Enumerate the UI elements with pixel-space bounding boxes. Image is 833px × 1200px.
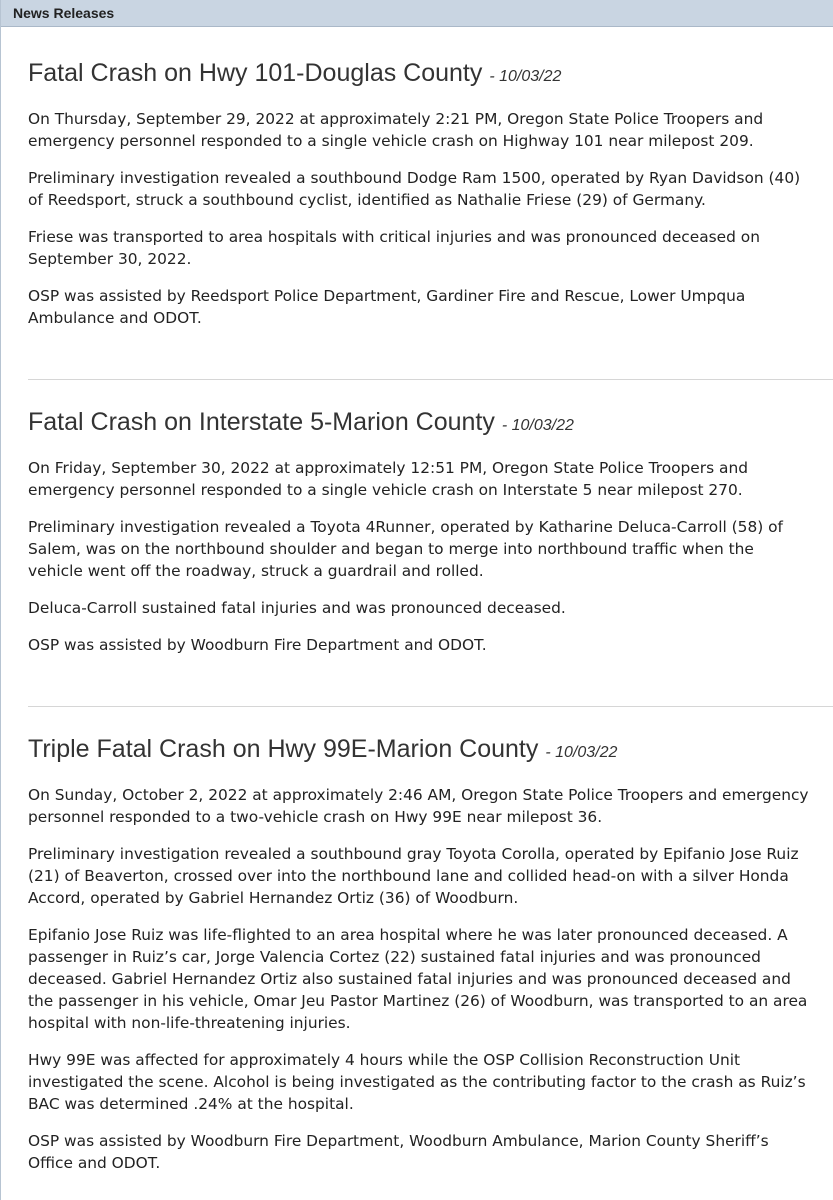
release-title-text[interactable]: Triple Fatal Crash on Hwy 99E-Marion County [28,735,539,763]
news-release [1,58,833,329]
release-date: - 10/03/22 [489,68,562,85]
release-paragraph: OSP was assisted by Woodburn Fire Department and ODOT. [28,636,487,654]
panel-title: News Releases [13,5,115,21]
release-paragraph: Epifanio Jose Ruiz was life-flighted to an area hospital where he was later pronounced deceased. A passenger in Ruiz’s car, Jorge Valencia Cortez (22) sustained fatal injuries and was pronounced deceased. Gabriel Hernandez Ortiz also sustained fatal injuries and was pronounced deceased and the passenger in his vehicle, Omar Jeu Pastor Martinez (26) of Woodburn, was transported to an area hospital with non-life-threatening injuries. [28,926,808,1032]
release-title-text[interactable]: Fatal Crash on Interstate 5-Marion County [28,408,495,436]
releases-list [1,27,833,1174]
panel-header [1,0,833,27]
release-title [28,407,813,441]
release-paragraph: Preliminary investigation revealed a southbound Dodge Ram 1500, operated by Ryan Davidson (40) of Reedsport, struck a southbound cyclist, identified as Nathalie Friese (29) of Germany. [28,169,801,209]
release-divider [28,379,833,380]
release-paragraph: Deluca-Carroll sustained fatal injuries and was pronounced deceased. [28,599,566,617]
release-paragraph: OSP was assisted by Reedsport Police Department, Gardiner Fire and Rescue, Lower Umpqua Ambulance and ODOT. [28,287,746,327]
release-paragraph: On Thursday, September 29, 2022 at approximately 2:21 PM, Oregon State Police Troopers and emergency personnel responded to a single vehicle crash on Highway 101 near milepost 209. [28,110,764,150]
release-paragraph: OSP was assisted by Woodburn Fire Department, Woodburn Ambulance, Marion County Sheriff’s Office and ODOT. [28,1132,769,1172]
news-release [1,407,833,656]
release-title [28,58,813,92]
release-title [28,734,813,768]
release-paragraph: Friese was transported to area hospitals with critical injuries and was pronounced deceased on September 30, 2022. [28,228,760,268]
release-paragraph: On Sunday, October 2, 2022 at approximately 2:46 AM, Oregon State Police Troopers and emergency personnel responded to a two-vehicle crash on Hwy 99E near milepost 36. [28,786,809,826]
release-paragraph: Hwy 99E was affected for approximately 4 hours while the OSP Collision Reconstruction Unit investigated the scene. Alcohol is being investigated as the contributing factor to the crash as Ruiz’s BAC was determined .24% at the hospital. [28,1051,806,1113]
release-date: - 10/03/22 [545,744,618,761]
release-paragraph: Preliminary investigation revealed a Toyota 4Runner, operated by Katharine Deluca-Carroll (58) of Salem, was on the northbound shoulder and began to merge into northbound traffic when the vehicle went off the roadway, struck a guardrail and rolled. [28,518,783,580]
release-title-text[interactable]: Fatal Crash on Hwy 101-Douglas County [28,59,483,87]
release-paragraph: Preliminary investigation revealed a southbound gray Toyota Corolla, operated by Epifanio Jose Ruiz (21) of Beaverton, crossed over into the northbound lane and collided head-on with a silver Honda Accord, operated by Gabriel Hernandez Ortiz (36) of Woodburn. [28,845,799,907]
release-date: - 10/03/22 [501,417,574,434]
release-paragraph: On Friday, September 30, 2022 at approximately 12:51 PM, Oregon State Police Troopers and emergency personnel responded to a single vehicle crash on Interstate 5 near milepost 270. [28,459,748,499]
release-divider [28,706,833,707]
news-release [1,734,833,1174]
